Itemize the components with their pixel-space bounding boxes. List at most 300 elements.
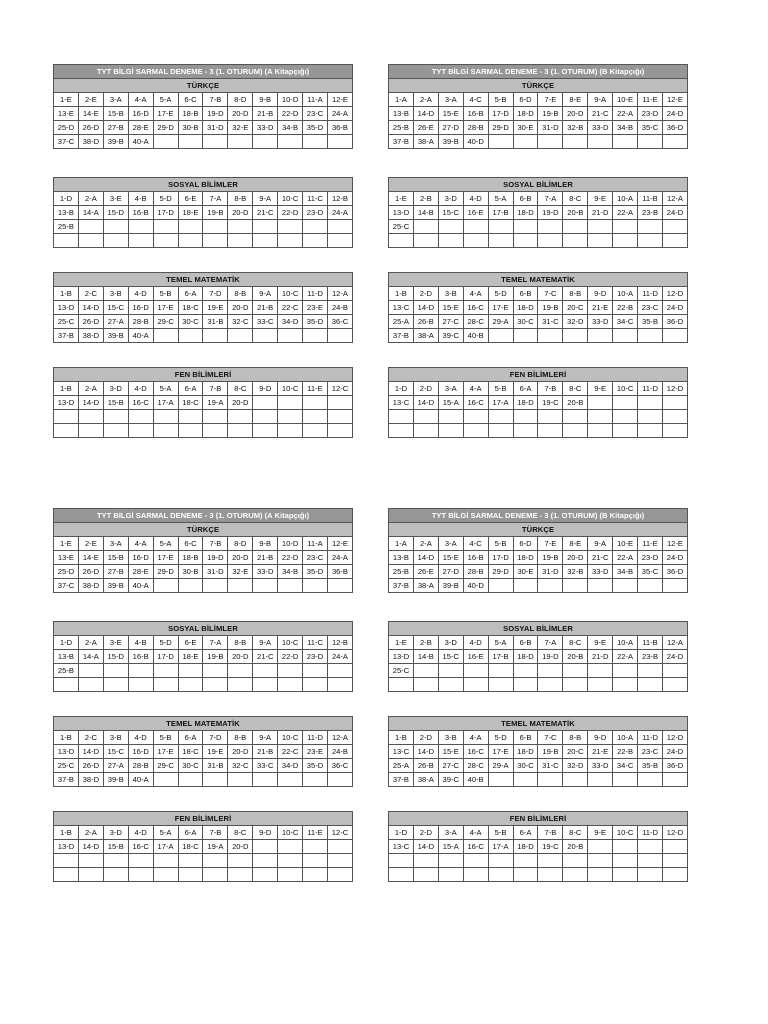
- answer-table: [53, 64, 353, 149]
- answer-cell: [438, 410, 463, 424]
- answer-cell: 5-D: [153, 192, 178, 206]
- answer-cell: 25-C: [389, 220, 414, 234]
- answer-cell: [327, 664, 352, 678]
- answer-cell: 24-A: [327, 206, 352, 220]
- answer-cell: 1-B: [54, 287, 79, 301]
- answer-cell: [513, 424, 538, 438]
- answer-cell: [327, 135, 352, 149]
- answer-cell: [488, 135, 513, 149]
- section-header-row: [389, 178, 688, 192]
- answer-cell: [538, 424, 563, 438]
- answer-cell: 16-B: [128, 650, 153, 664]
- answer-cell: [638, 678, 663, 692]
- sheet-title: TYT BİLGİ SARMAL DENEME - 3 (1. OTURUM) (A Kitapçığı): [54, 509, 353, 523]
- answer-cell: 5-D: [153, 636, 178, 650]
- answer-cell: [178, 678, 203, 692]
- answer-cell: [588, 410, 613, 424]
- answer-row: [389, 664, 688, 678]
- answer-cell: [588, 424, 613, 438]
- answer-cell: 17-D: [488, 107, 513, 121]
- answer-cell: 15-B: [103, 396, 128, 410]
- answer-cell: [638, 234, 663, 248]
- answer-cell: 15-B: [103, 551, 128, 565]
- answer-cell: 16-B: [463, 107, 488, 121]
- answer-cell: [513, 410, 538, 424]
- answer-cell: [389, 868, 414, 882]
- answer-cell: 22-A: [613, 650, 638, 664]
- answer-cell: 21-D: [588, 650, 613, 664]
- answer-cell: 17-D: [488, 551, 513, 565]
- answer-cell: 15-E: [438, 107, 463, 121]
- answer-cell: 14-A: [78, 206, 103, 220]
- answer-cell: 6-A: [178, 731, 203, 745]
- answer-row: [389, 410, 688, 424]
- answer-cell: 26-D: [78, 565, 103, 579]
- section-title: TÜRKÇE: [54, 79, 353, 93]
- answer-cell: [488, 424, 513, 438]
- answer-row: [54, 121, 353, 135]
- answer-cell: 12-C: [327, 826, 352, 840]
- answer-row: [54, 107, 353, 121]
- answer-cell: 20-D: [228, 840, 253, 854]
- answer-cell: 39-B: [103, 773, 128, 787]
- sheet-title-row: [389, 65, 688, 79]
- answer-cell: [78, 664, 103, 678]
- answer-cell: 39-B: [103, 329, 128, 343]
- answer-cell: 13-B: [389, 551, 414, 565]
- answer-cell: 36-C: [327, 315, 352, 329]
- answer-cell: 12-D: [662, 382, 687, 396]
- answer-cell: [203, 135, 228, 149]
- answer-cell: [538, 854, 563, 868]
- answer-cell: 13-E: [54, 551, 79, 565]
- answer-cell: [463, 410, 488, 424]
- answer-cell: 11-C: [303, 636, 328, 650]
- answer-cell: 1-B: [54, 731, 79, 745]
- answer-table: [388, 621, 688, 692]
- answer-cell: 21-B: [253, 745, 278, 759]
- answer-cell: 24-D: [662, 551, 687, 565]
- answer-row: [54, 579, 353, 593]
- answer-cell: [413, 868, 438, 882]
- answer-cell: 25-D: [54, 121, 79, 135]
- answer-cell: 18-C: [178, 745, 203, 759]
- answer-cell: 13-D: [54, 301, 79, 315]
- answer-cell: 16-B: [463, 551, 488, 565]
- answer-cell: 14-E: [78, 551, 103, 565]
- section-header-row: [389, 79, 688, 93]
- answer-cell: [153, 329, 178, 343]
- answer-cell: 31-B: [203, 315, 228, 329]
- answer-cell: 1-A: [389, 537, 414, 551]
- answer-cell: 18-C: [178, 396, 203, 410]
- answer-cell: [588, 868, 613, 882]
- answer-row: [389, 206, 688, 220]
- answer-cell: 24-A: [327, 650, 352, 664]
- answer-cell: 31-C: [538, 759, 563, 773]
- answer-cell: [203, 868, 228, 882]
- answer-cell: 33-C: [253, 315, 278, 329]
- answer-cell: 12-E: [327, 93, 352, 107]
- answer-cell: [488, 854, 513, 868]
- answer-cell: [228, 329, 253, 343]
- answer-cell: 34-C: [613, 315, 638, 329]
- answer-cell: 33-D: [253, 565, 278, 579]
- answer-cell: [178, 579, 203, 593]
- answer-table: [53, 508, 353, 593]
- answer-cell: 8-C: [563, 826, 588, 840]
- answer-cell: 3-E: [103, 636, 128, 650]
- answer-cell: 10-A: [613, 192, 638, 206]
- answer-cell: 34-B: [613, 121, 638, 135]
- answer-cell: [638, 424, 663, 438]
- answer-cell: 3-D: [438, 192, 463, 206]
- answer-cell: 4-B: [128, 192, 153, 206]
- answer-cell: 15-C: [438, 206, 463, 220]
- answer-cell: 13-E: [54, 107, 79, 121]
- answer-cell: 6-A: [178, 287, 203, 301]
- answer-cell: 23-B: [638, 650, 663, 664]
- answer-cell: [253, 664, 278, 678]
- answer-cell: 34-D: [278, 759, 303, 773]
- answer-cell: [413, 664, 438, 678]
- answer-cell: 26-E: [413, 121, 438, 135]
- answer-cell: 34-C: [613, 759, 638, 773]
- answer-cell: 8-B: [228, 287, 253, 301]
- answer-cell: 16-C: [463, 840, 488, 854]
- answer-cell: [662, 678, 687, 692]
- answer-cell: 6-A: [178, 826, 203, 840]
- answer-cell: 35-B: [638, 315, 663, 329]
- answer-cell: 14-D: [413, 551, 438, 565]
- answer-cell: [253, 678, 278, 692]
- answer-cell: 2-D: [413, 287, 438, 301]
- answer-cell: 19-C: [538, 840, 563, 854]
- answer-cell: 32-C: [228, 315, 253, 329]
- answer-cell: [54, 424, 79, 438]
- answer-cell: 11-A: [303, 537, 328, 551]
- answer-cell: [438, 220, 463, 234]
- answer-row: [54, 135, 353, 149]
- answer-cell: 8-B: [228, 192, 253, 206]
- answer-cell: 16-C: [463, 745, 488, 759]
- answer-block-1-b-2: [388, 177, 688, 248]
- answer-table: [388, 811, 688, 882]
- answer-cell: 20-D: [563, 107, 588, 121]
- answer-cell: [438, 424, 463, 438]
- section-title: FEN BİLİMLERİ: [389, 812, 688, 826]
- answer-cell: 6-E: [178, 636, 203, 650]
- answer-cell: 37-C: [54, 579, 79, 593]
- answer-cell: 10-A: [613, 287, 638, 301]
- answer-cell: 20-D: [228, 301, 253, 315]
- answer-cell: 33-D: [588, 565, 613, 579]
- answer-cell: [303, 868, 328, 882]
- answer-cell: 37-B: [389, 773, 414, 787]
- answer-cell: 13-B: [54, 206, 79, 220]
- answer-cell: [662, 410, 687, 424]
- answer-cell: 9-E: [588, 636, 613, 650]
- answer-cell: [513, 135, 538, 149]
- answer-cell: 14-D: [78, 396, 103, 410]
- answer-cell: [638, 396, 663, 410]
- answer-cell: 9-E: [588, 192, 613, 206]
- answer-cell: 23-C: [638, 301, 663, 315]
- answer-cell: [78, 410, 103, 424]
- section-title: FEN BİLİMLERİ: [54, 368, 353, 382]
- answer-cell: 8-B: [228, 731, 253, 745]
- answer-cell: [327, 234, 352, 248]
- answer-cell: 22-A: [613, 551, 638, 565]
- answer-cell: 17-B: [488, 650, 513, 664]
- answer-block-2-a-2: [53, 621, 353, 692]
- answer-cell: 8-D: [228, 93, 253, 107]
- answer-cell: [563, 220, 588, 234]
- answer-cell: 31-D: [203, 121, 228, 135]
- answer-cell: 31-D: [538, 565, 563, 579]
- answer-row: [54, 329, 353, 343]
- answer-cell: [488, 579, 513, 593]
- answer-cell: 15-E: [438, 301, 463, 315]
- answer-cell: 13-B: [54, 650, 79, 664]
- answer-cell: 8-C: [228, 826, 253, 840]
- answer-cell: 13-D: [54, 840, 79, 854]
- answer-cell: 22-B: [613, 745, 638, 759]
- answer-cell: [253, 329, 278, 343]
- answer-cell: 7-C: [538, 731, 563, 745]
- answer-row: [54, 206, 353, 220]
- answer-table: [53, 621, 353, 692]
- answer-cell: 26-B: [413, 315, 438, 329]
- section-title: TEMEL MATEMATİK: [389, 717, 688, 731]
- answer-block-2-b-4: [388, 811, 688, 882]
- answer-cell: 12-B: [327, 636, 352, 650]
- answer-cell: [153, 234, 178, 248]
- answer-cell: 19-A: [203, 396, 228, 410]
- answer-cell: [413, 220, 438, 234]
- answer-cell: 18-E: [178, 650, 203, 664]
- answer-cell: 37-B: [389, 579, 414, 593]
- answer-cell: 33-D: [588, 315, 613, 329]
- answer-cell: 6-D: [513, 93, 538, 107]
- answer-cell: [588, 678, 613, 692]
- answer-cell: 26-B: [413, 759, 438, 773]
- answer-cell: 7-C: [538, 287, 563, 301]
- answer-cell: 2-B: [413, 192, 438, 206]
- answer-table: [53, 367, 353, 438]
- answer-cell: 32-B: [563, 565, 588, 579]
- answer-table: [53, 716, 353, 787]
- answer-cell: [103, 664, 128, 678]
- answer-cell: 27-A: [103, 315, 128, 329]
- answer-cell: 3-A: [438, 382, 463, 396]
- answer-row: [389, 840, 688, 854]
- section-header-row: [389, 273, 688, 287]
- answer-cell: 36-D: [662, 121, 687, 135]
- answer-cell: 14-A: [78, 650, 103, 664]
- answer-cell: 35-D: [303, 759, 328, 773]
- answer-row: [54, 410, 353, 424]
- answer-cell: 5-D: [488, 287, 513, 301]
- answer-cell: 21-E: [588, 301, 613, 315]
- answer-cell: [153, 854, 178, 868]
- answer-cell: 18-D: [513, 107, 538, 121]
- answer-cell: [513, 773, 538, 787]
- answer-row: [389, 424, 688, 438]
- answer-row: [389, 731, 688, 745]
- answer-cell: 13-D: [54, 745, 79, 759]
- answer-cell: [613, 234, 638, 248]
- answer-cell: [588, 135, 613, 149]
- answer-cell: [128, 220, 153, 234]
- answer-cell: 10-A: [613, 636, 638, 650]
- answer-cell: [613, 329, 638, 343]
- answer-cell: 27-D: [438, 565, 463, 579]
- answer-cell: 8-B: [563, 731, 588, 745]
- answer-row: [54, 854, 353, 868]
- answer-cell: 11-D: [638, 826, 663, 840]
- section-title: SOSYAL BİLİMLER: [54, 622, 353, 636]
- answer-cell: [463, 234, 488, 248]
- answer-cell: 33-D: [588, 759, 613, 773]
- answer-cell: 1-E: [389, 636, 414, 650]
- answer-cell: 10-C: [278, 731, 303, 745]
- answer-cell: 40-D: [463, 579, 488, 593]
- sheet-title: TYT BİLGİ SARMAL DENEME - 3 (1. OTURUM) (B Kitapçığı): [389, 65, 688, 79]
- answer-cell: 37-B: [54, 773, 79, 787]
- answer-cell: 26-D: [78, 759, 103, 773]
- answer-cell: 8-C: [563, 382, 588, 396]
- answer-cell: 15-C: [103, 301, 128, 315]
- answer-cell: 15-B: [103, 840, 128, 854]
- answer-cell: [153, 410, 178, 424]
- answer-cell: 15-D: [103, 650, 128, 664]
- section-title: TEMEL MATEMATİK: [54, 273, 353, 287]
- answer-cell: 3-A: [438, 537, 463, 551]
- answer-cell: [588, 329, 613, 343]
- answer-cell: 11-E: [303, 826, 328, 840]
- answer-cell: 28-E: [128, 565, 153, 579]
- answer-cell: 11-B: [638, 192, 663, 206]
- answer-cell: 2-D: [413, 731, 438, 745]
- answer-cell: 14-D: [413, 301, 438, 315]
- answer-cell: [303, 579, 328, 593]
- section-header-row: [54, 717, 353, 731]
- answer-cell: 19-E: [203, 301, 228, 315]
- answer-cell: 14-D: [78, 301, 103, 315]
- answer-cell: 9-D: [253, 382, 278, 396]
- answer-cell: 3-D: [438, 636, 463, 650]
- answer-cell: [303, 220, 328, 234]
- answer-cell: 25-A: [389, 315, 414, 329]
- answer-cell: 3-B: [438, 287, 463, 301]
- answer-cell: [638, 840, 663, 854]
- answer-row: [54, 650, 353, 664]
- answer-cell: [228, 410, 253, 424]
- section-title: SOSYAL BİLİMLER: [389, 178, 688, 192]
- section-header-row: [54, 273, 353, 287]
- answer-cell: [613, 664, 638, 678]
- answer-cell: [153, 678, 178, 692]
- answer-cell: [613, 854, 638, 868]
- answer-cell: 19-B: [538, 107, 563, 121]
- answer-cell: 4-D: [128, 287, 153, 301]
- answer-cell: 12-A: [327, 287, 352, 301]
- answer-cell: 29-A: [488, 759, 513, 773]
- section-title: SOSYAL BİLİMLER: [389, 622, 688, 636]
- answer-cell: 3-E: [103, 192, 128, 206]
- answer-cell: 34-B: [278, 121, 303, 135]
- answer-cell: 30-B: [178, 121, 203, 135]
- answer-cell: [588, 220, 613, 234]
- answer-cell: [563, 579, 588, 593]
- answer-cell: 13-D: [389, 206, 414, 220]
- answer-cell: 16-D: [128, 745, 153, 759]
- answer-cell: 7-D: [203, 287, 228, 301]
- answer-cell: [662, 773, 687, 787]
- answer-cell: 15-E: [438, 745, 463, 759]
- answer-cell: 7-A: [538, 636, 563, 650]
- answer-row: [389, 579, 688, 593]
- answer-cell: 17-A: [153, 396, 178, 410]
- answer-block-2-b-2: [388, 621, 688, 692]
- answer-cell: 29-A: [488, 315, 513, 329]
- answer-cell: 15-C: [103, 745, 128, 759]
- answer-cell: 28-C: [463, 315, 488, 329]
- answer-cell: [413, 234, 438, 248]
- answer-cell: [54, 234, 79, 248]
- answer-cell: [303, 396, 328, 410]
- answer-row: [389, 759, 688, 773]
- answer-cell: 19-B: [203, 206, 228, 220]
- answer-cell: [178, 664, 203, 678]
- answer-cell: [103, 424, 128, 438]
- answer-cell: 32-C: [228, 759, 253, 773]
- answer-cell: [488, 329, 513, 343]
- answer-cell: 8-B: [563, 287, 588, 301]
- answer-cell: 5-A: [488, 192, 513, 206]
- answer-cell: [228, 773, 253, 787]
- answer-cell: [538, 220, 563, 234]
- answer-cell: 22-D: [278, 206, 303, 220]
- answer-cell: [303, 424, 328, 438]
- answer-cell: [613, 678, 638, 692]
- answer-cell: 1-E: [54, 537, 79, 551]
- answer-cell: 34-B: [613, 565, 638, 579]
- answer-cell: 18-D: [513, 745, 538, 759]
- answer-cell: [178, 868, 203, 882]
- answer-cell: 12-A: [327, 731, 352, 745]
- answer-cell: 27-B: [103, 565, 128, 579]
- answer-cell: 33-C: [253, 759, 278, 773]
- answer-table: [388, 716, 688, 787]
- answer-row: [389, 135, 688, 149]
- answer-cell: [488, 678, 513, 692]
- answer-cell: 20-D: [228, 650, 253, 664]
- answer-cell: 39-B: [103, 579, 128, 593]
- answer-cell: 27-A: [103, 759, 128, 773]
- answer-cell: [413, 410, 438, 424]
- answer-cell: [253, 579, 278, 593]
- answer-cell: 14-D: [78, 840, 103, 854]
- answer-cell: 11-D: [638, 382, 663, 396]
- answer-cell: 18-D: [513, 650, 538, 664]
- answer-cell: 10-C: [613, 826, 638, 840]
- answer-row: [389, 220, 688, 234]
- answer-cell: [438, 664, 463, 678]
- answer-cell: [563, 135, 588, 149]
- answer-cell: 19-D: [538, 206, 563, 220]
